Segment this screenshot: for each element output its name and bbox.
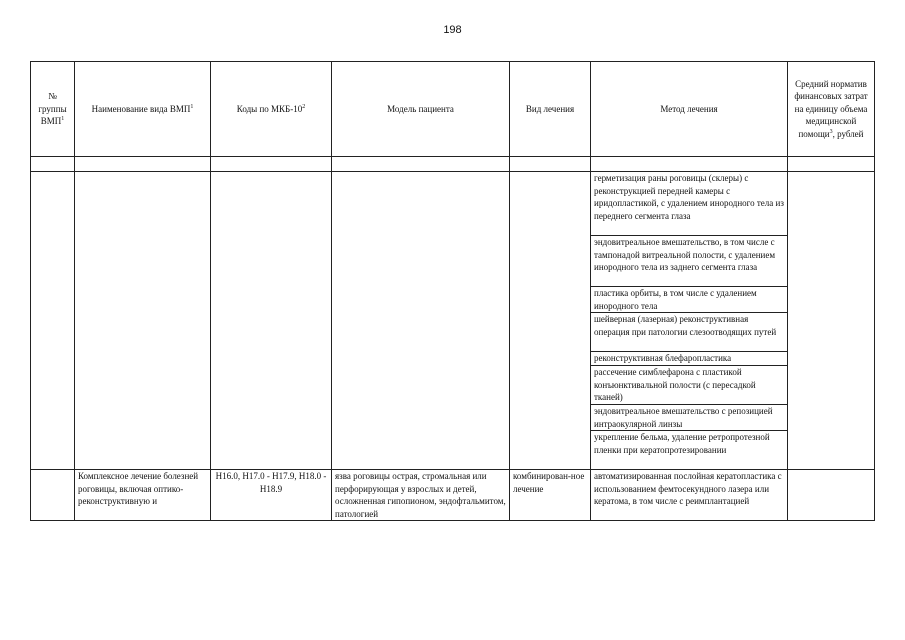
header-icd-codes: Коды по МКБ-$10^2$ (211, 62, 332, 157)
spacer-row (31, 157, 875, 172)
method-cell: герметизация раны роговицы (склеры) с реконструкцией передней камеры с иридопластикой, с удалением инородного тела из переднего сегмента глаза (591, 172, 788, 236)
patient-cell: язва роговицы острая, стромальная или перфорирующая у взрослых и детей, осложненная гипопионом, эндофтальмитом, патологией (332, 470, 510, 521)
table-row (31, 470, 875, 521)
method-cell: укрепление бельма, удаление ретропротезной пленки при кератопротезировании (591, 431, 788, 470)
cost-cell (788, 470, 875, 521)
header-treatment-method: Метод лечения (591, 62, 788, 157)
method-cell: пластика орбиты, в том числе с удалением инородного тела (591, 287, 788, 313)
method-cell: эндовитреальное вмешательство, в том числе с тампонадой витреальной полости, с удалением инородного тела из заднего сегмента глаза (591, 236, 788, 287)
method-cell: шейверная (лазерная) реконструктивная операция при патологии слезоотводящих путей (591, 313, 788, 352)
group-cell (31, 172, 75, 470)
codes-cell (211, 172, 332, 470)
cost-cell (788, 172, 875, 470)
method-cell: автоматизированная послойная кератопластика с использованием фемтосекундного лазера или кератома, в том числе с реимплантацией (591, 470, 788, 521)
header-patient-model: Модель пациента (332, 62, 510, 157)
treatment-cell (510, 172, 591, 470)
header-vmp-name: Наименование вида ВМП$^1$ (75, 62, 211, 157)
vmp-name-cell: Комплексное лечение болезней роговицы, включая оптико-реконструктивную и (75, 470, 211, 521)
treatment-cell: комбинирован-ное лечение (510, 470, 591, 521)
group-cell (31, 470, 75, 521)
page-number: 198 (443, 24, 462, 36)
vmp-table (30, 61, 875, 521)
header-treatment-type: Вид лечения (510, 62, 591, 157)
method-cell: реконструктивная блефаропластика (591, 352, 788, 366)
method-cell: эндовитреальное вмешательство с репозицией интраокулярной линзы (591, 405, 788, 431)
header-group-number: № группы ВМП$^1$ (31, 62, 75, 157)
codes-cell: H16.0, H17.0 - H17.9, H18.0 - H18.9 (211, 470, 332, 521)
method-cell: рассечение симблефарона с пластикой конъюнктивальной полости (с пересадкой тканей) (591, 366, 788, 405)
vmp-name-cell (75, 172, 211, 470)
patient-cell (332, 172, 510, 470)
table-row (31, 172, 875, 236)
header-average-cost: Средний норматив финансовых затрат на единицу объема медицинской помощи$^3$, рублей (788, 62, 875, 157)
header-row (31, 62, 875, 157)
